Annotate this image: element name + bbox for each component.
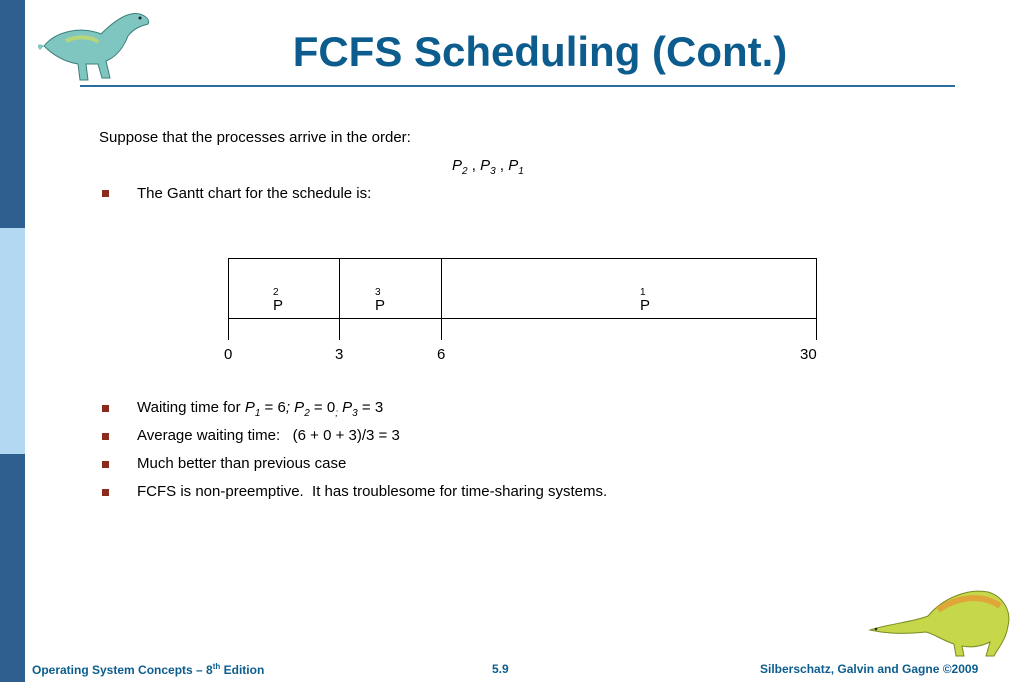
gantt-cell-label: P — [640, 297, 651, 314]
order-s1: 2 — [462, 166, 468, 177]
waiting-p2: P — [290, 399, 305, 416]
order-s3: 1 — [518, 166, 524, 177]
waiting-p3: P — [337, 399, 353, 416]
footer-edition-sup: th — [212, 662, 221, 671]
gantt-cell-label: P — [375, 297, 386, 314]
left-bar-top — [0, 0, 25, 228]
gantt-tick — [816, 319, 817, 340]
bullet-icon — [102, 433, 109, 440]
gantt-cell-sub: 3 — [375, 287, 381, 298]
gantt-cell-p1 — [442, 259, 816, 318]
bullet-icon — [102, 489, 109, 496]
footer-authors: Silberschatz, Galvin and Gagne ©2009 — [760, 662, 979, 676]
gantt-cell-sub: 2 — [273, 287, 279, 298]
gantt-tick-label: 0 — [224, 346, 233, 363]
waiting-semi2: ; — [335, 408, 338, 419]
gantt-intro: The Gantt chart for the schedule is: — [137, 185, 372, 202]
average-waiting-text: Average waiting time: (6 + 0 + 3)/3 = 3 — [137, 427, 400, 444]
footer-book-text: Operating System Concepts – 8 — [32, 663, 213, 677]
waiting-s2: 2 — [304, 408, 310, 419]
bullet-icon — [102, 405, 109, 412]
gantt-tick — [441, 319, 442, 340]
left-color-bar — [0, 0, 25, 682]
dinosaur-logo-bottom-icon — [868, 586, 1016, 658]
order-sep1: , — [467, 157, 481, 174]
waiting-semi1: ; — [285, 399, 290, 416]
left-bar-bottom — [0, 454, 25, 682]
dinosaur-logo-top-icon — [36, 6, 156, 84]
better-text: Much better than previous case — [137, 455, 347, 472]
gantt-tick — [339, 319, 340, 340]
bullet-icon — [102, 461, 109, 468]
intro-text: Suppose that the processes arrive in the order: — [99, 129, 411, 146]
waiting-time-text — [137, 399, 383, 423]
order-sep2: , — [495, 157, 509, 174]
gantt-cell-p2 — [229, 259, 340, 318]
gantt-tick-label: 6 — [437, 346, 446, 363]
nonpreemptive-text: FCFS is non-preemptive. It has troublesome for time-sharing systems. — [137, 483, 608, 500]
order-s2: 3 — [490, 166, 496, 177]
waiting-prefix: Waiting time for — [137, 399, 245, 416]
gantt-cell-p3 — [340, 259, 442, 318]
waiting-s1: 1 — [254, 408, 261, 419]
left-bar-middle — [0, 228, 25, 454]
order-p2: P — [480, 157, 491, 174]
waiting-s3: 3 — [352, 408, 358, 419]
page-title: FCFS Scheduling (Cont.) — [292, 28, 788, 75]
waiting-v1: = 6 — [260, 399, 286, 416]
order-p3: P — [508, 157, 519, 174]
footer-book — [32, 662, 264, 677]
gantt-cell-label: P — [273, 297, 284, 314]
gantt-tick — [228, 319, 229, 340]
footer-edition-text: Edition — [220, 663, 265, 677]
waiting-p1: P — [244, 399, 255, 416]
gantt-chart — [228, 258, 817, 319]
gantt-cell-sub: 1 — [640, 287, 646, 298]
waiting-v2: = 0 — [309, 399, 336, 416]
arrival-order — [452, 157, 524, 181]
title-divider — [80, 85, 955, 87]
waiting-v3: = 3 — [357, 399, 384, 416]
page-number: 5.9 — [492, 662, 509, 676]
bullet-icon — [102, 190, 109, 197]
gantt-tick-label: 30 — [800, 346, 817, 363]
gantt-tick-label: 3 — [335, 346, 344, 363]
order-p1: P — [452, 157, 463, 174]
